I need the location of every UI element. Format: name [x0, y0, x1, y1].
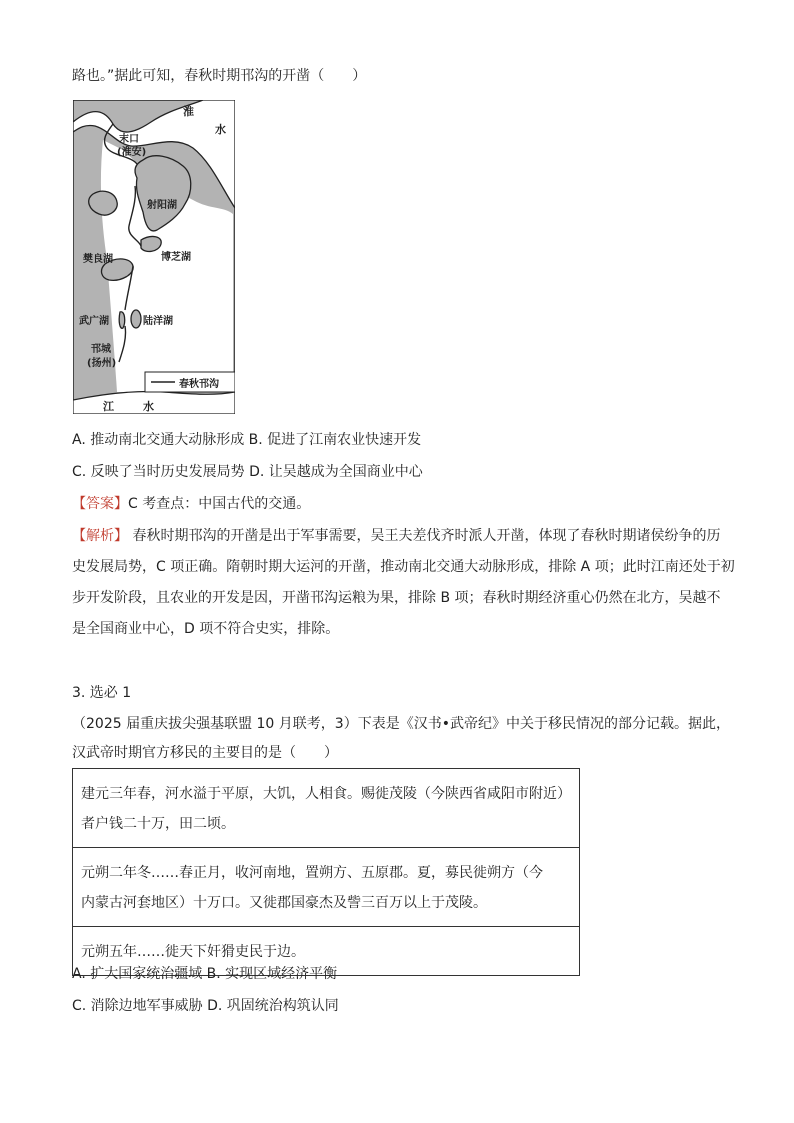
- label-wuguang: 武广湖: [79, 316, 109, 327]
- label-bozhi: 博芝湖: [161, 252, 191, 263]
- label-hancheng: 邗城: [91, 344, 111, 355]
- hangou-map: [73, 100, 235, 414]
- label-yangzhou: (扬州): [87, 358, 117, 369]
- bozhi-lake: [141, 237, 161, 252]
- question-stem-tail: 路也。”据此可知，春秋时期邗沟的开凿（ ）: [72, 68, 367, 84]
- label-sheyang: 射阳湖: [147, 200, 177, 211]
- table-cell-line: 者户钱二十万，田二顷。: [81, 816, 235, 832]
- luyang-lake: [131, 310, 141, 328]
- label-shui-top: 水: [215, 123, 226, 136]
- q2-option-cd: C. 反映了当时历史发展局势 D. 让吴越成为全国商业中心: [72, 464, 423, 480]
- table-cell-line: 元朔二年冬……春正月，收河南地，置朔方、五原郡。夏，募民徙朔方（今: [81, 865, 543, 881]
- label-shui-bottom: 水: [143, 400, 154, 413]
- label-huaian: (淮安): [117, 147, 147, 158]
- table-row: [73, 769, 579, 848]
- label-jiang: 江: [103, 400, 114, 413]
- legend-label: 春秋邗沟: [179, 379, 219, 390]
- table-row: [73, 848, 579, 927]
- analysis-line-1: [72, 526, 720, 546]
- label-huai: 淮: [183, 105, 194, 118]
- analysis-line-3: 步开发阶段，且农业的开发是因，开凿邗沟运粮为果，排除 B 项；春秋时期经济重心仍然在北方，吴越不: [72, 590, 721, 606]
- label-fanliang: 樊良湖: [83, 254, 113, 265]
- q3-option-cd: C. 消除边地军事威胁 D. 巩固统治构筑认同: [72, 998, 339, 1014]
- analysis-line-4: 是全国商业中心，D 项不符合史实，排除。: [72, 621, 340, 637]
- table-cell-line: 内蒙古河套地区）十万口。又徙郡国豪杰及訾三百万以上于茂陵。: [81, 895, 487, 911]
- answer-body: C 考查点：中国古代的交通。: [128, 496, 311, 512]
- table-cell-line: 建元三年春，河水溢于平原，大饥，人相食。赐徙茂陵（今陕西省咸阳市附近）: [81, 786, 571, 802]
- q3-option-ab: A. 扩大国家统治疆域 B. 实现区域经济平衡: [72, 966, 338, 982]
- q3-number: 3. 选必 1: [72, 685, 132, 701]
- answer-tag: 【答案】: [72, 496, 128, 512]
- record-table: [72, 768, 580, 976]
- label-luyang: 陆洋湖: [143, 316, 173, 327]
- analysis-tag: 【解析】: [72, 528, 128, 544]
- label-mokou: 末口: [119, 134, 139, 145]
- analysis-line-2: 史发展局势，C 项正确。隋朝时期大运河的开凿，推动南北交通大动脉形成，排除 A 项；此时江南还处于初: [72, 559, 735, 575]
- answer-line: [72, 494, 310, 514]
- analysis-text-1: 春秋时期邗沟的开凿是出于军事需要，吴王夫差伐齐时派人开凿，体现了春秋时期诸侯纷争的历: [128, 528, 721, 544]
- wuguang-lake: [119, 312, 124, 329]
- q3-stem-line-2: 汉武帝时期官方移民的主要目的是（ ）: [72, 745, 338, 761]
- q2-option-ab: A. 推动南北交通大动脉形成 B. 促进了江南农业快速开发: [72, 432, 422, 448]
- q3-stem-line-1: （2025 届重庆拔尖强基联盟 10 月联考，3）下表是《汉书•武帝纪》中关于移民情况的部分记载。据此，: [72, 716, 730, 732]
- table-cell-line: 元朔五年……徙天下奸猾吏民于边。: [81, 944, 305, 960]
